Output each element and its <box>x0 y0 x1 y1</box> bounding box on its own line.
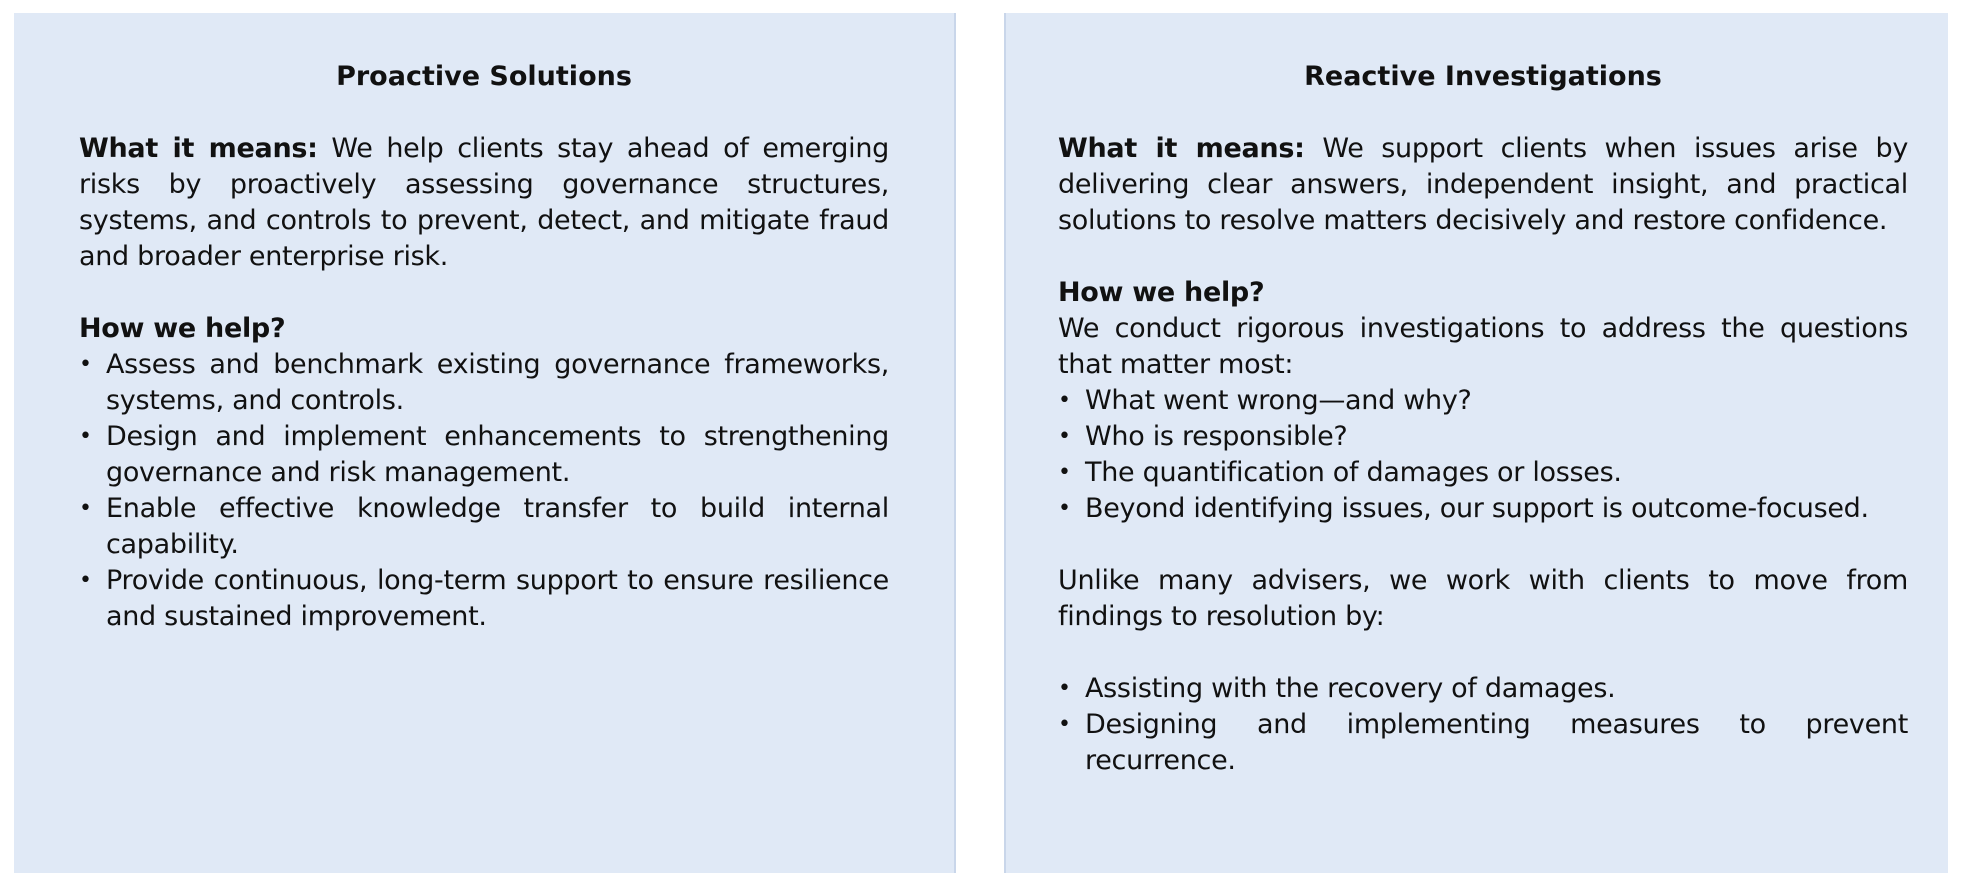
list-item-text: Assess and benchmark existing governance frameworks, systems, and controls. <box>106 349 889 416</box>
reactive-what-label: What it means: <box>1058 133 1305 164</box>
list-item <box>1058 671 1908 707</box>
list-item <box>79 347 889 419</box>
bullet-icon: • <box>1058 388 1071 413</box>
bullet-icon: • <box>79 424 92 449</box>
list-item-text: Who is responsible? <box>1085 421 1348 452</box>
list-item-text: Beyond identifying issues, our support is outcome-focused. <box>1085 493 1869 524</box>
list-item-text: Enable effective knowledge transfer to build internal capability. <box>106 493 889 560</box>
reactive-unlike-text: Unlike many advisers, we work with clients to move from findings to resolution by: <box>1058 565 1908 632</box>
spacer <box>1058 527 1908 563</box>
bullet-icon: • <box>79 568 92 593</box>
reactive-title: Reactive Investigations <box>1304 61 1662 92</box>
bullet-icon: • <box>1058 676 1071 701</box>
list-item <box>79 491 889 563</box>
proactive-solutions-panel <box>14 13 956 873</box>
list-item-text: Provide continuous, long-term support to ensure resilience and sustained improvement. <box>106 565 889 632</box>
proactive-content <box>79 59 889 635</box>
proactive-how-heading: How we help? <box>79 313 286 344</box>
list-item-text: Design and implement enhancements to strengthening governance and risk management. <box>106 421 889 488</box>
list-item <box>1058 383 1908 419</box>
list-item-text: Designing and implementing measures to prevent recurrence. <box>1085 709 1908 776</box>
list-item <box>1058 455 1908 491</box>
bullet-icon: • <box>1058 424 1071 449</box>
proactive-title: Proactive Solutions <box>336 61 632 92</box>
list-item-text: What went wrong—and why? <box>1085 385 1472 416</box>
list-item <box>1058 491 1908 527</box>
spacer <box>79 275 889 311</box>
spacer <box>1058 239 1908 275</box>
reactive-investigations-panel <box>1004 13 1948 873</box>
bullet-icon: • <box>79 352 92 377</box>
proactive-what-text: We help clients stay ahead of emerging risks by proactively assessing governance structures, systems, and controls to prevent, detect, and mitigate fraud and broader enterprise risk. <box>79 133 889 272</box>
reactive-question-list <box>1058 383 1908 527</box>
list-item-text: Assisting with the recovery of damages. <box>1085 673 1616 704</box>
reactive-what-text: We support clients when issues arise by delivering clear answers, independent insight, and practical solutions to resolve matters decisively and restore confidence. <box>1058 133 1908 236</box>
reactive-how-heading: How we help? <box>1058 277 1265 308</box>
list-item <box>1058 707 1908 779</box>
proactive-what-label: What it means: <box>79 133 318 164</box>
reactive-intro: We conduct rigorous investigations to address the questions that matter most: <box>1058 313 1908 380</box>
proactive-bullet-list <box>79 347 889 635</box>
bullet-icon: • <box>1058 712 1071 737</box>
reactive-what-it-means <box>1058 131 1908 239</box>
proactive-what-it-means <box>79 131 889 275</box>
bullet-icon: • <box>1058 460 1071 485</box>
spacer <box>1058 635 1908 671</box>
list-item-text: The quantification of damages or losses. <box>1085 457 1622 488</box>
bullet-icon: • <box>1058 496 1071 521</box>
list-item <box>79 419 889 491</box>
list-item <box>79 563 889 635</box>
reactive-resolution-list <box>1058 671 1908 779</box>
reactive-content <box>1058 59 1908 779</box>
bullet-icon: • <box>79 496 92 521</box>
list-item <box>1058 419 1908 455</box>
